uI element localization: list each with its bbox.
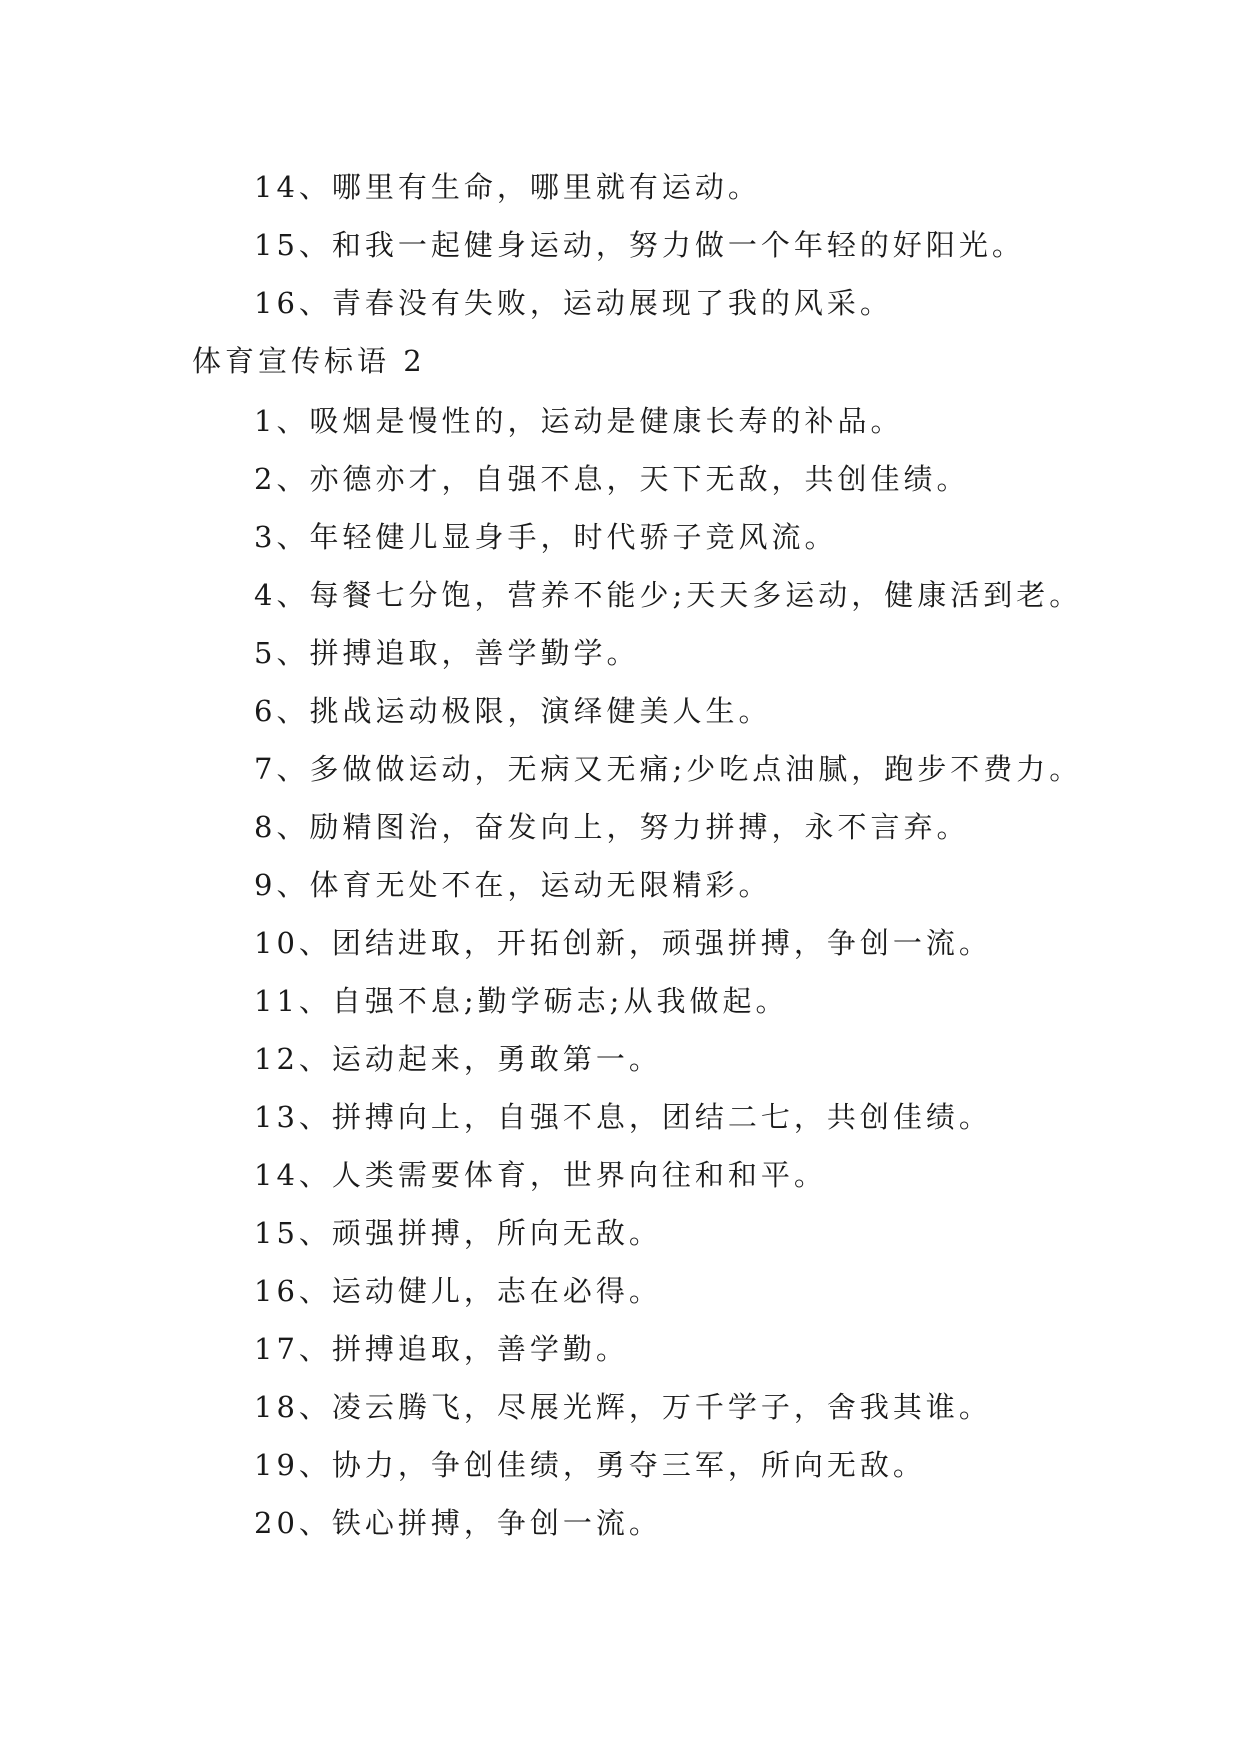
slogan-item: 5、拼搏追取，善学勤学。 <box>254 636 640 670</box>
slogan-item: 14、人类需要体育，世界向往和和平。 <box>254 1158 827 1192</box>
slogan-item: 17、拼搏追取，善学勤。 <box>254 1332 629 1366</box>
slogan-item: 1、吸烟是慢性的，运动是健康长寿的补品。 <box>254 404 904 438</box>
slogan-item: 8、励精图治，奋发向上，努力拼搏，永不言弃。 <box>254 810 970 844</box>
slogan-item: 16、运动健儿，志在必得。 <box>254 1274 662 1308</box>
slogan-item: 14、哪里有生命，哪里就有运动。 <box>254 170 761 204</box>
slogan-item: 7、多做做运动，无病又无痛;少吃点油腻，跑步不费力。 <box>254 752 1083 786</box>
slogan-item: 3、年轻健儿显身手，时代骄子竞风流。 <box>254 520 838 554</box>
slogan-item: 9、体育无处不在，运动无限精彩。 <box>254 868 772 902</box>
slogan-item: 10、团结进取，开拓创新，顽强拼搏，争创一流。 <box>254 926 992 960</box>
slogan-item: 4、每餐七分饱，营养不能少;天天多运动，健康活到老。 <box>254 578 1083 612</box>
slogan-item: 15、和我一起健身运动，努力做一个年轻的好阳光。 <box>254 228 1025 262</box>
slogan-item: 11、自强不息;勤学砺志;从我做起。 <box>254 984 789 1018</box>
section-heading: 体育宣传标语 2 <box>192 344 426 378</box>
slogan-item: 18、凌云腾飞，尽展光辉，万千学子，舍我其谁。 <box>254 1390 992 1424</box>
slogan-item: 13、拼搏向上，自强不息，团结二七，共创佳绩。 <box>254 1100 992 1134</box>
slogan-item: 2、亦德亦才，自强不息，天下无敌，共创佳绩。 <box>254 462 970 496</box>
slogan-item: 12、运动起来，勇敢第一。 <box>254 1042 662 1076</box>
slogan-item: 6、挑战运动极限，演绎健美人生。 <box>254 694 772 728</box>
slogan-item: 16、青春没有失败，运动展现了我的风采。 <box>254 286 893 320</box>
slogan-item: 15、顽强拼搏，所向无敌。 <box>254 1216 662 1250</box>
slogan-item: 20、铁心拼搏，争创一流。 <box>254 1506 662 1540</box>
slogan-item: 19、协力，争创佳绩，勇夺三军，所向无敌。 <box>254 1448 926 1482</box>
